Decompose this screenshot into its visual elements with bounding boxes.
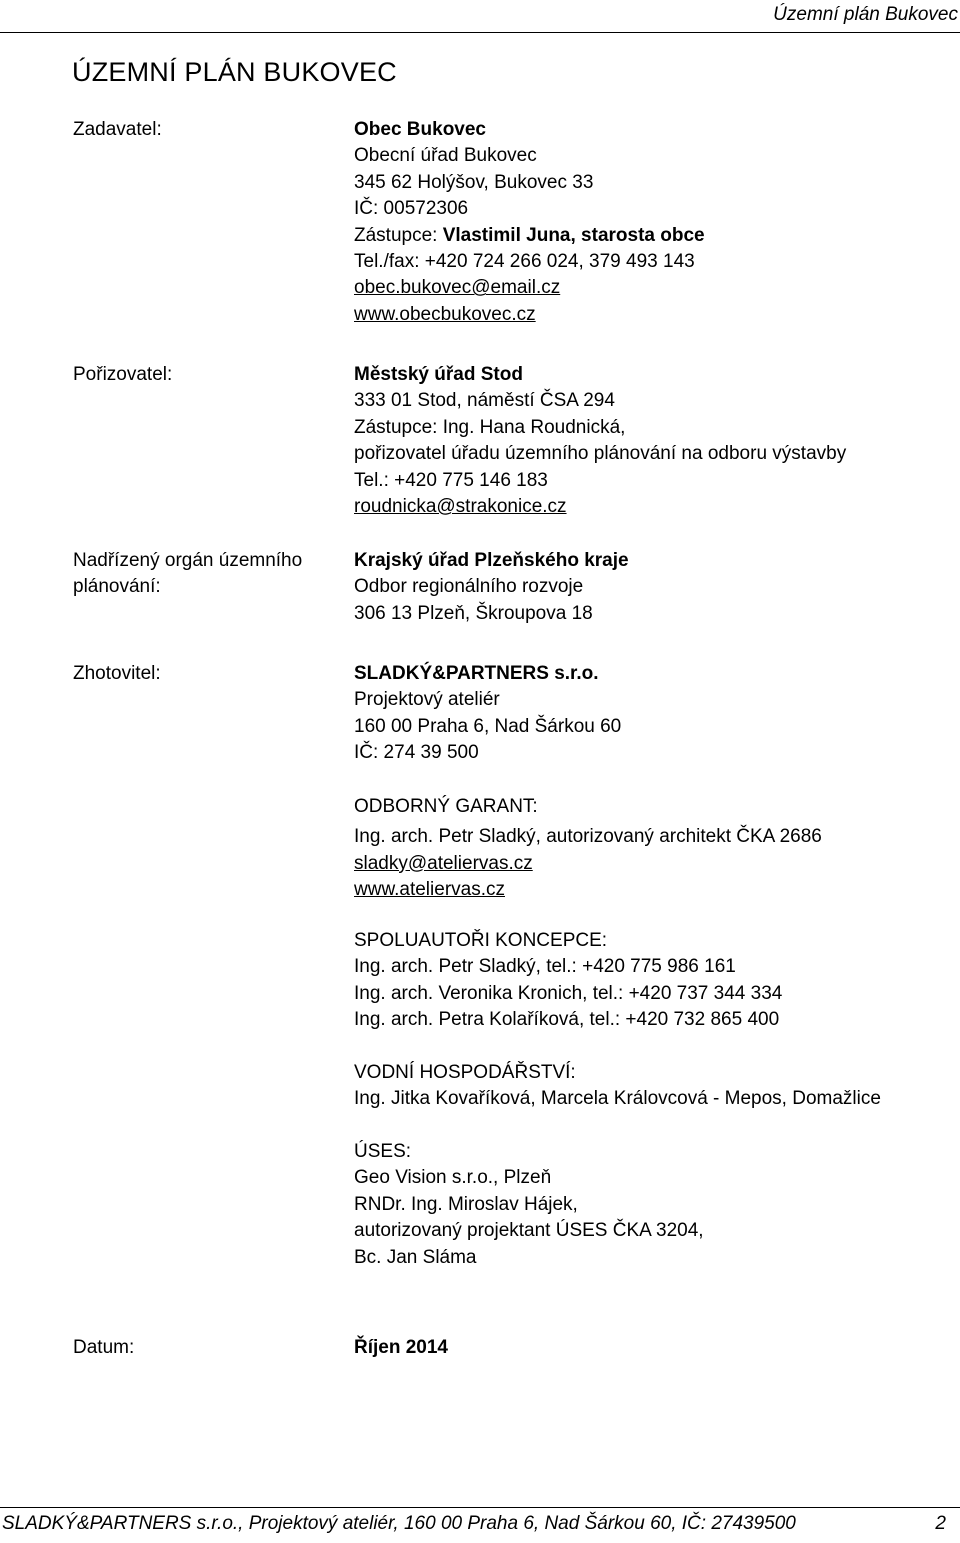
- nadrizeny-label-line2: plánování:: [73, 576, 161, 598]
- garant-name: Ing. arch. Petr Sladký, autorizovaný architekt ČKA 2686: [354, 826, 822, 848]
- porizovatel-label: Pořizovatel:: [73, 364, 173, 385]
- zadavatel-rep-prefix: Zástupce:: [354, 224, 443, 246]
- uses-heading: ÚSES:: [354, 1141, 412, 1162]
- coauthor-item: Ing. arch. Veronika Kronich, tel.: +420 737 344 334: [354, 982, 783, 1004]
- zadavatel-office: Obecní úřad Bukovec: [354, 145, 537, 167]
- spoluautori-content: [354, 928, 954, 1034]
- header-divider: [0, 32, 960, 33]
- zadavatel-rep-name: Vlastimil Juna, starosta obce: [442, 224, 705, 246]
- zhotovitel-content: [354, 661, 954, 767]
- nadrizeny-name: Krajský úřad Plzeňského kraje: [354, 550, 629, 571]
- nadrizeny-address: 306 13 Plzeň, Škroupova 18: [354, 602, 593, 624]
- nadrizeny-content: [354, 548, 954, 627]
- running-header-title: Územní plán Bukovec: [773, 4, 958, 25]
- uses-content: [354, 1139, 954, 1271]
- coauthor-item: Ing. arch. Petr Sladký, tel.: +420 775 986 161: [354, 956, 736, 978]
- uses-item: autorizovaný projektant ÚSES ČKA 3204,: [354, 1220, 704, 1242]
- garant-content: [354, 794, 954, 904]
- porizovatel-address: 333 01 Stod, náměstí ČSA 294: [354, 390, 615, 412]
- garant-web-link[interactable]: www.ateliervas.cz: [354, 879, 505, 901]
- porizovatel-content: [354, 362, 954, 520]
- garant-email-link[interactable]: sladky@ateliervas.cz: [354, 852, 533, 874]
- datum-label: Datum:: [73, 1337, 135, 1358]
- garant-heading: ODBORNÝ GARANT:: [354, 796, 538, 817]
- porizovatel-name: Městský úřad Stod: [354, 364, 523, 385]
- uses-item: RNDr. Ing. Miroslav Hájek,: [354, 1193, 578, 1215]
- document-title: ÚZEMNÍ PLÁN BUKOVEC: [72, 57, 397, 87]
- zhotovitel-address: 160 00 Praha 6, Nad Šárkou 60: [354, 715, 622, 737]
- nadrizeny-dept: Odbor regionálního rozvoje: [354, 576, 584, 598]
- spoluautori-heading: SPOLUAUTOŘI KONCEPCE:: [354, 930, 608, 951]
- zhotovitel-label: Zhotovitel:: [73, 663, 161, 684]
- nadrizeny-label-line1: Nadřízený orgán územního: [73, 550, 303, 571]
- zadavatel-label: Zadavatel:: [73, 119, 162, 140]
- zadavatel-name: Obec Bukovec: [354, 119, 486, 140]
- zhotovitel-type: Projektový ateliér: [354, 689, 500, 711]
- zadavatel-phone: Tel./fax: +420 724 266 024, 379 493 143: [354, 251, 695, 273]
- zadavatel-web-link[interactable]: www.obecbukovec.cz: [354, 303, 536, 325]
- zadavatel-address: 345 62 Holýšov, Bukovec 33: [354, 171, 594, 193]
- porizovatel-role: pořizovatel úřadu územního plánování na odboru výstavby: [354, 443, 847, 465]
- zadavatel-content: [354, 117, 954, 328]
- footer-company-info: SLADKÝ&PARTNERS s.r.o., Projektový ateliér, 160 00 Praha 6, Nad Šárkou 60, IČ: 27439500: [2, 1513, 796, 1534]
- porizovatel-phone: Tel.: +420 775 146 183: [354, 469, 548, 491]
- datum-value: Říjen 2014: [354, 1337, 448, 1358]
- nadrizeny-label: [73, 548, 333, 601]
- footer-divider: [0, 1507, 960, 1508]
- page-number: 2: [935, 1513, 946, 1534]
- zadavatel-email-link[interactable]: obec.bukovec@email.cz: [354, 277, 561, 299]
- uses-item: Bc. Jan Sláma: [354, 1246, 477, 1268]
- zhotovitel-name: SLADKÝ&PARTNERS s.r.o.: [354, 663, 599, 684]
- zhotovitel-ic: IČ: 274 39 500: [354, 742, 479, 764]
- zadavatel-ic: IČ: 00572306: [354, 198, 469, 220]
- coauthor-item: Ing. arch. Petra Kolaříková, tel.: +420 732 865 400: [354, 1009, 780, 1031]
- porizovatel-email-link[interactable]: roudnicka@strakonice.cz: [354, 496, 567, 518]
- porizovatel-representative: Zástupce: Ing. Hana Roudnická,: [354, 416, 626, 438]
- vodni-text: Ing. Jitka Kovaříková, Marcela Královcová - Mepos, Domažlice: [354, 1088, 881, 1110]
- zadavatel-representative: [354, 223, 954, 249]
- uses-item: Geo Vision s.r.o., Plzeň: [354, 1167, 552, 1189]
- vodni-heading: VODNÍ HOSPODÁŘSTVÍ:: [354, 1062, 576, 1083]
- vodni-content: [354, 1060, 954, 1113]
